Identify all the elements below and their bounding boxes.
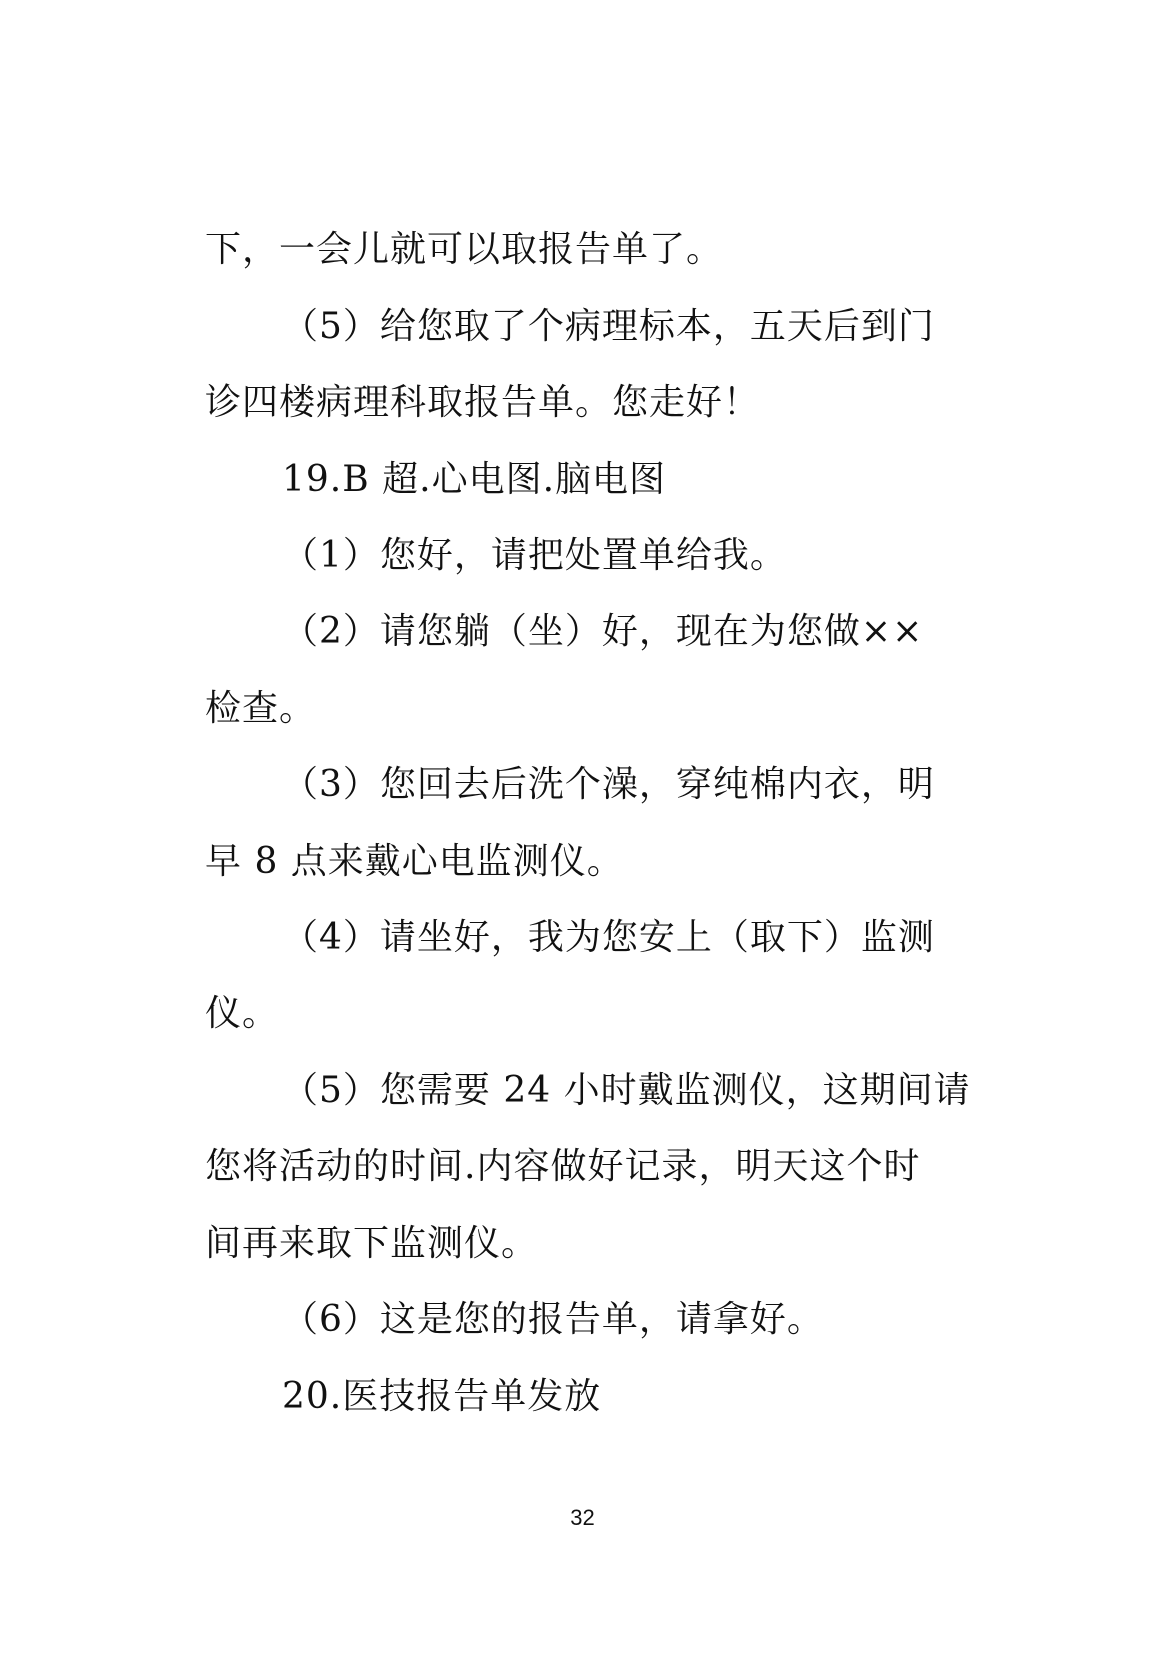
text-line: 下，一会儿就可以取报告单了。	[205, 229, 724, 270]
text-line: （4）请坐好，我为您安上（取下）监测	[282, 917, 935, 958]
text-line: （1）您好，请把处置单给我。	[282, 535, 787, 576]
text-line: 早 8 点来戴心电监测仪。	[205, 841, 624, 882]
text-line: 您将活动的时间.内容做好记录，明天这个时	[205, 1146, 921, 1187]
text-line: （5）您需要 24 小时戴监测仪，这期间请	[282, 1070, 971, 1111]
text-line: 间再来取下监测仪。	[205, 1223, 539, 1264]
text-line: （2）请您躺（坐）好，现在为您做××	[282, 611, 924, 652]
text-line: （5）给您取了个病理标本，五天后到门	[282, 306, 935, 347]
page-number: 32	[570, 1505, 595, 1530]
section-heading: 19.B 超.心电图.脑电图	[282, 459, 667, 500]
text-line: 诊四楼病理科取报告单。您走好！	[205, 382, 761, 423]
text-line: 仪。	[205, 993, 280, 1034]
section-heading: 20.医技报告单发放	[282, 1376, 602, 1417]
text-line: 检查。	[205, 688, 317, 729]
text-line: （3）您回去后洗个澡，穿纯棉内衣，明	[282, 764, 935, 805]
text-line: （6）这是您的报告单，请拿好。	[282, 1299, 824, 1340]
